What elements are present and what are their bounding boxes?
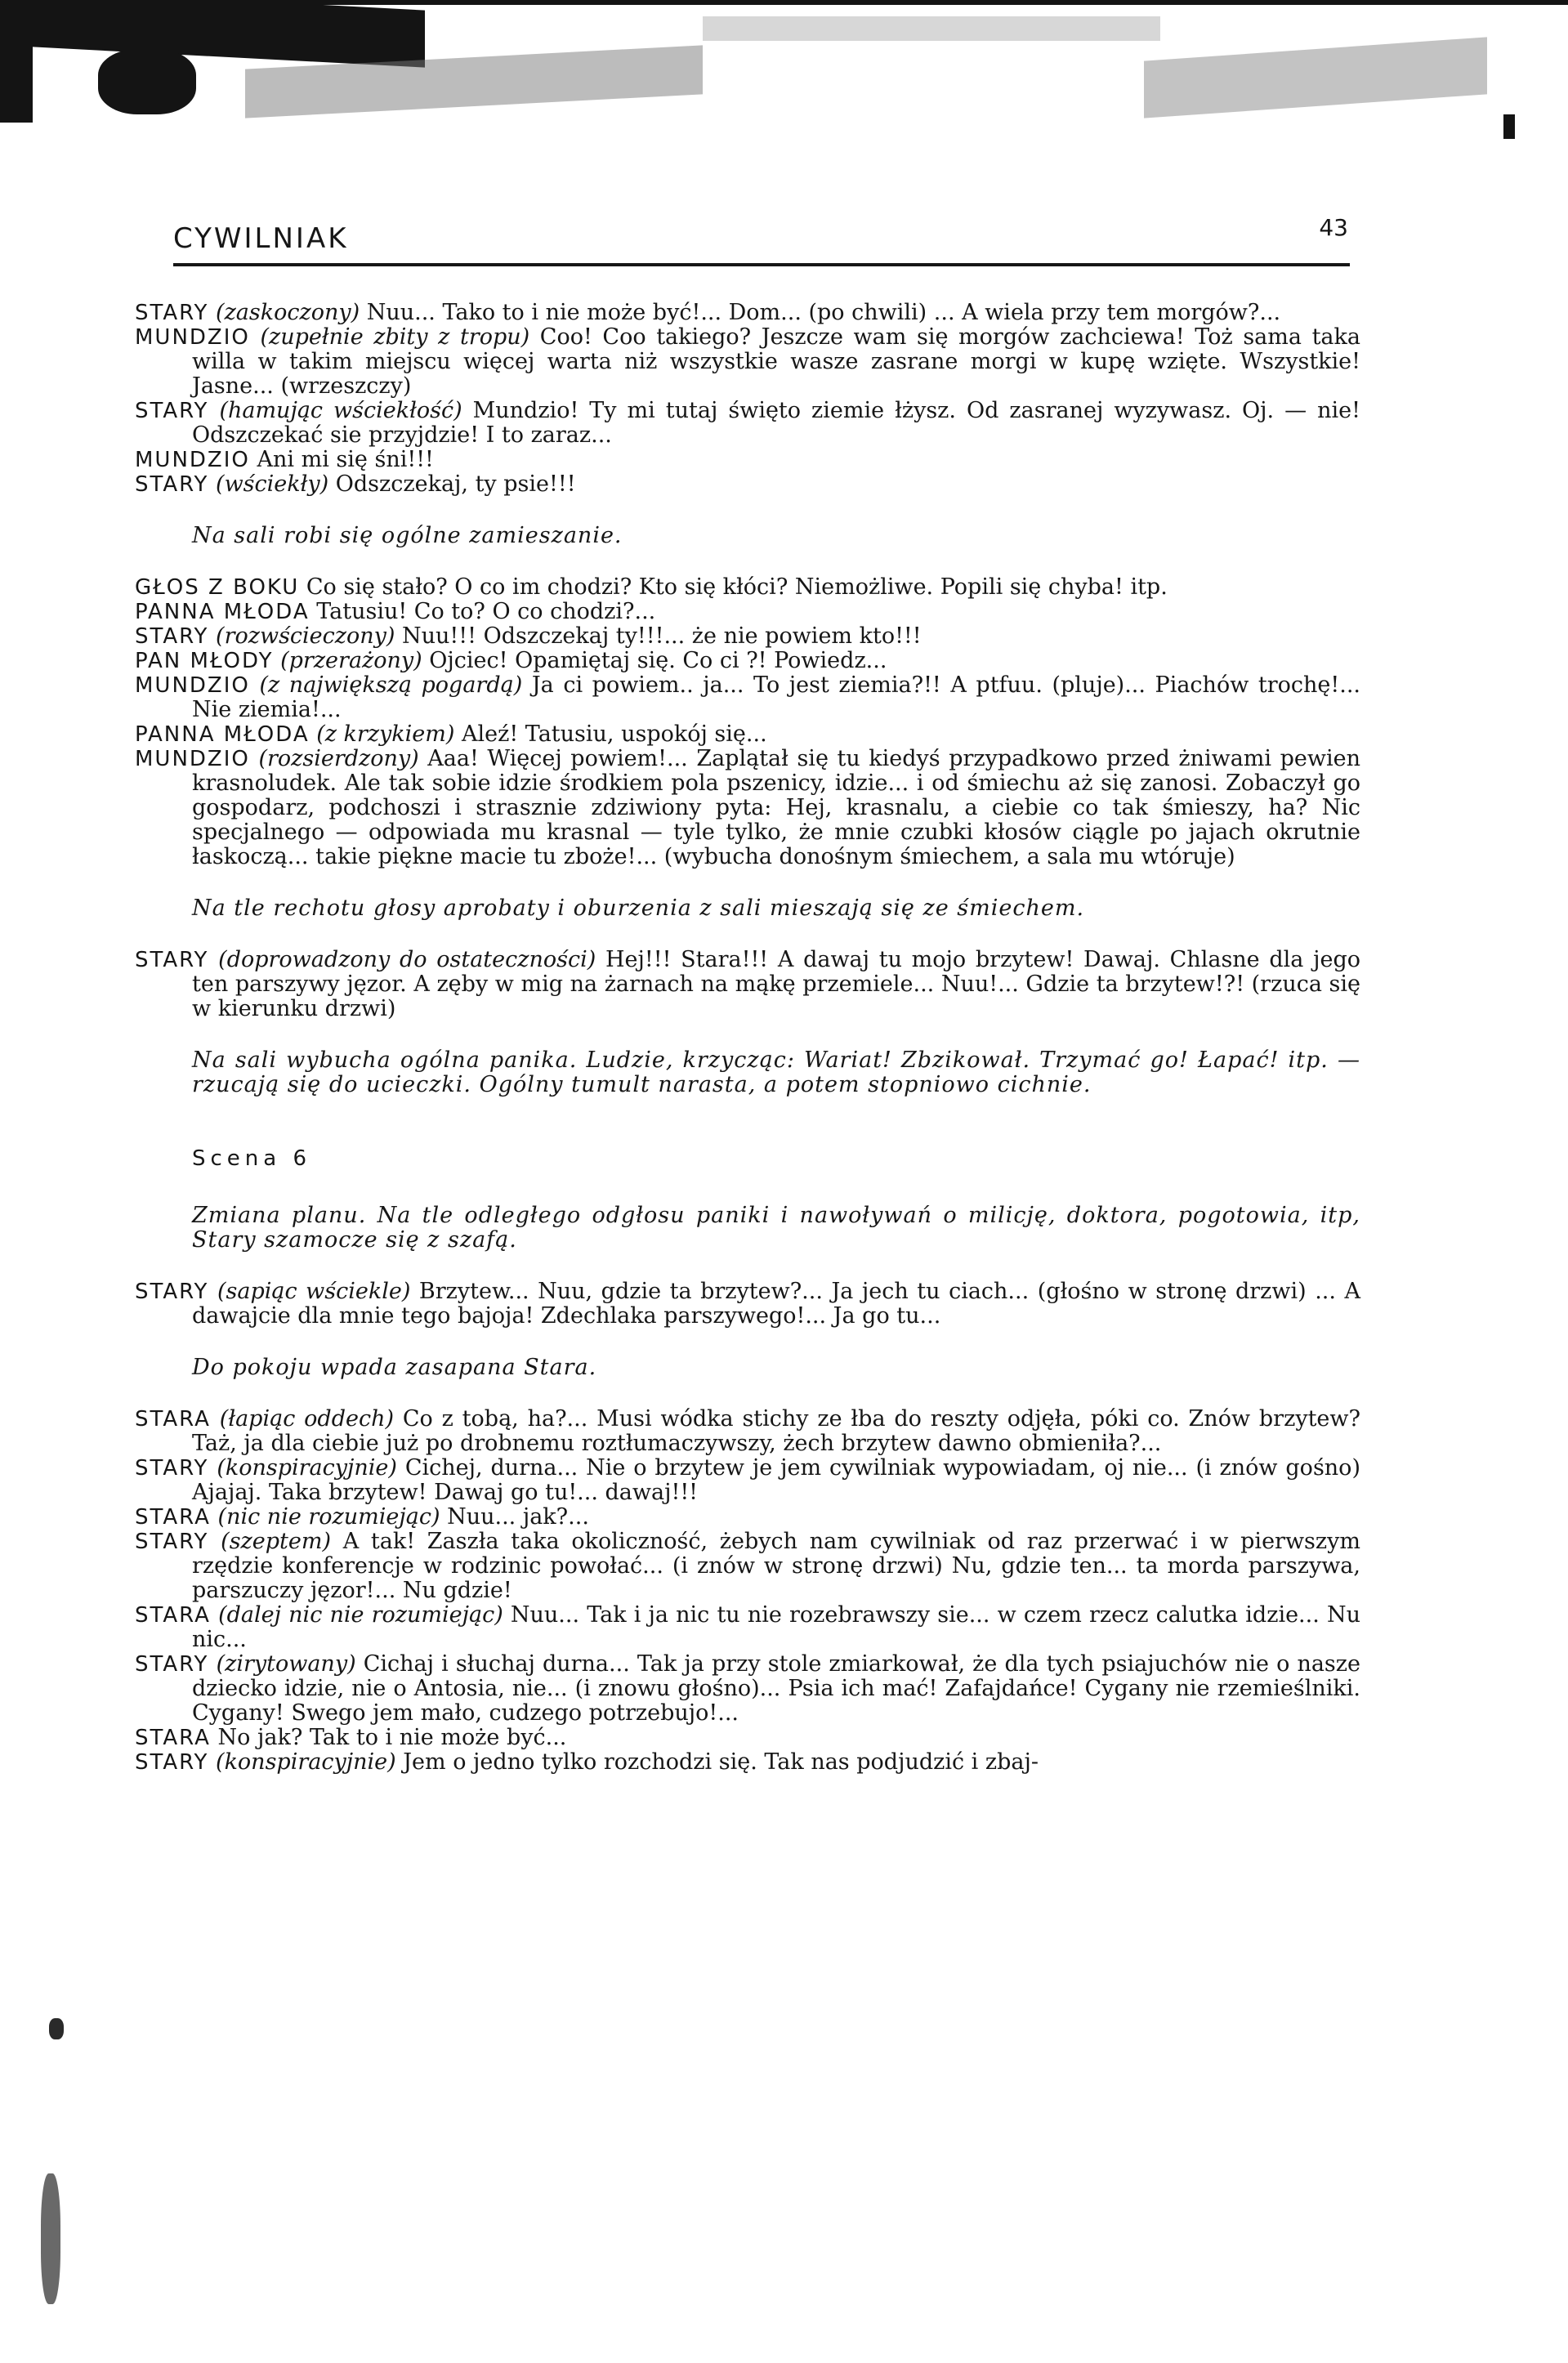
dialogue-text: Aaa! Więcej powiem!... Zaplątał się tu kiedyś przypadkowo przed żniwami pewien krasnoludek. Ale tak sobie idzie środkiem pola pszenicy, idzie... i od śmiechu aż się zanosi. Zobaczył go gospodarz, podchoszi i strasznie zdziwiony pyta: Hej, krasnalu, a ciebie co tak śmieszy, ha? Nic specjalnego — odpowiada mu krasnal — tyle tylko, że mnie czubki kłosów ciągle po jajach okrutnie łaskoczą... takie piękne macie tu zboże!... (wybucha donośnym śmiechem, a sala mu wtóruje) bbox=[192, 746, 1360, 869]
dialogue-text: Ja ci powiem.. ja... To jest ziemia?!! A ptfuu. (pluje)... Piachów trochę!... Nie ziemia!... bbox=[192, 672, 1360, 722]
running-header bbox=[173, 214, 1348, 261]
scene-heading: Scena 6 bbox=[192, 1146, 312, 1171]
dialogue-text: Cichej, durna... Nie o brzytew je jem cywilniak wypowiadam, oj nie... (i znów gośno) Ajajaj. Taka brzytew! Dawaj go tu!... dawaj!!! bbox=[192, 1455, 1360, 1505]
speaker-name: PANNA MŁODA bbox=[135, 600, 310, 624]
stage-direction-inline: (zupełnie zbity z tropu) bbox=[260, 324, 530, 350]
speaker-name: STARY bbox=[135, 301, 209, 325]
dialogue-line bbox=[135, 575, 1360, 600]
stage-direction-inline: (łapiąc oddech) bbox=[219, 1406, 395, 1432]
dialogue-line bbox=[135, 722, 1360, 747]
stage-direction-inline: (wściekły) bbox=[216, 471, 329, 497]
dialogue-line bbox=[135, 1750, 1360, 1775]
dialogue-line bbox=[135, 649, 1360, 673]
stage-direction-inline: (zirytowany) bbox=[216, 1651, 356, 1677]
speaker-name: MUNDZIO bbox=[135, 673, 250, 698]
speaker-name: STARA bbox=[135, 1407, 211, 1432]
scanned-page-edge bbox=[0, 0, 1568, 139]
stage-direction-inline: (dalej nic nie rozumiejąc) bbox=[218, 1602, 503, 1628]
dialogue-line bbox=[135, 1726, 1360, 1750]
speaker-name: STARY bbox=[135, 1280, 209, 1304]
dialogue-text: Coo! Coo takiego? Jeszcze wam się morgów zachciewa! Toż sama taka willa w takim miejscu więcej warta niż wszystkie wasze zasrane morgi w kupę wzięte. Wszystkie! Jasne... (wrzeszczy) bbox=[192, 324, 1360, 399]
speaker-name: STARY bbox=[135, 1652, 209, 1677]
header-rule bbox=[173, 263, 1350, 266]
dialogue-line bbox=[135, 1530, 1360, 1603]
speaker-name: STARY bbox=[135, 472, 209, 497]
running-title: CYWILNIAK bbox=[173, 222, 349, 255]
speaker-name: MUNDZIO bbox=[135, 448, 250, 472]
stage-direction-inline: (z krzykiem) bbox=[316, 721, 455, 747]
dialogue-line bbox=[135, 747, 1360, 869]
dialogue-text: Nuu... jak?... bbox=[447, 1504, 589, 1530]
stage-direction-inline: (konspiracyjnie) bbox=[216, 1749, 396, 1775]
stage-direction-inline: (rozwścieczony) bbox=[216, 623, 395, 649]
stage-direction-inline: (nic nie rozumiejąc) bbox=[217, 1504, 440, 1530]
speaker-name: STARY bbox=[135, 624, 209, 649]
dialogue-line bbox=[135, 448, 1360, 472]
stage-direction-inline: (hamując wściekłość) bbox=[219, 398, 462, 423]
stage-direction-inline: (przerażony) bbox=[280, 648, 422, 673]
play-text bbox=[135, 301, 1360, 1775]
stage-direction-inline: (konspiracyjnie) bbox=[217, 1455, 397, 1481]
speaker-name: MUNDZIO bbox=[135, 325, 250, 350]
speaker-name: PAN MŁODY bbox=[135, 649, 274, 673]
dialogue-text: Nuu!!! Odszczekaj ty!!!... że nie powiem kto!!! bbox=[402, 623, 922, 649]
stage-direction-inline: (z największą pogardą) bbox=[259, 672, 523, 698]
dialogue-text: Ani mi się śni!!! bbox=[257, 447, 434, 472]
dialogue-text: Ojciec! Opamiętaj się. Co ci ?! Powiedz... bbox=[429, 648, 887, 673]
dialogue-text: Co z tobą, ha?... Musi wódka stichy ze łba do reszty odjęła, póki co. Znów brzytew? Taż, ja dla ciebie już po drobnemu roztłumaczywszy, żech brzytew dawno obmieniła?... bbox=[192, 1406, 1360, 1456]
dialogue-text: Nuu... Tak i ja nic tu nie rozebrawszy sie... w czem rzecz calutka idzie... Nu nic... bbox=[192, 1602, 1360, 1652]
dialogue-line bbox=[135, 472, 1360, 497]
dialogue-line bbox=[135, 325, 1360, 399]
stage-direction-inline: (szeptem) bbox=[221, 1529, 331, 1554]
speaker-name: MUNDZIO bbox=[135, 747, 250, 771]
speaker-name: GŁOS Z BOKU bbox=[135, 575, 300, 600]
stage-direction: Na sali robi się ogólne zamieszanie. bbox=[192, 523, 623, 548]
page-number: 43 bbox=[1319, 214, 1348, 241]
speaker-name: STARA bbox=[135, 1603, 211, 1628]
speaker-name: STARY bbox=[135, 399, 209, 423]
margin-speck bbox=[49, 2018, 64, 2039]
dialogue-line bbox=[135, 1652, 1360, 1726]
speaker-name: STARY bbox=[135, 1530, 209, 1554]
stage-direction: Na tle rechotu głosy aprobaty i oburzenia z sali mieszają się ze śmiechem. bbox=[192, 896, 1085, 921]
stage-direction-inline: (doprowadzony do ostateczności) bbox=[218, 947, 596, 972]
stage-direction: Do pokoju wpada zasapana Stara. bbox=[192, 1355, 597, 1380]
dialogue-line bbox=[135, 1407, 1360, 1456]
dialogue-line bbox=[135, 948, 1360, 1021]
dialogue-text: Brzytew... Nuu, gdzie ta brzytew?... Ja jech tu ciach... (głośno w stronę drzwi) ... A dawajcie dla mnie tego bajoja! Zdechlaka parszywego!... Ja go tu... bbox=[192, 1279, 1360, 1329]
stage-direction: Na sali wybucha ogólna panika. Ludzie, krzycząc: Wariat! Zbzikował. Trzymać go! Łapać! itp. — rzucają się do ucieczki. Ogólny tumult narasta, a potem stopniowo cichnie. bbox=[192, 1047, 1360, 1097]
stage-direction-inline: (zaskoczony) bbox=[216, 300, 360, 325]
margin-speck bbox=[41, 2173, 60, 2304]
dialogue-text: Nuu... Tako to i nie może być!... Dom... (po chwili) ... A wiela przy tem morgów?... bbox=[366, 300, 1281, 325]
speaker-name: PANNA MŁODA bbox=[135, 722, 310, 747]
speaker-name: STARY bbox=[135, 948, 209, 972]
dialogue-line bbox=[135, 1603, 1360, 1652]
dialogue-line bbox=[135, 1280, 1360, 1329]
speaker-name: STARY bbox=[135, 1456, 209, 1481]
speaker-name: STARA bbox=[135, 1726, 211, 1750]
dialogue-text: Co się stało? O co im chodzi? Kto się kłóci? Niemożliwe. Popili się chyba! itp. bbox=[306, 574, 1168, 600]
dialogue-text: Hej!!! Stara!!! A dawaj tu mojo brzytew! Dawaj. Chlasne dla jego ten parszywy jęzor. A zęby w mig na żarnach na mąkę przemiele... Nuu!... Gdzie ta brzytew!?! (rzuca się w kierunku drzwi) bbox=[192, 947, 1360, 1021]
dialogue-text: Mundzio! Ty mi tutaj święto ziemie łżysz. Od zasranej wyzywasz. Oj. — nie! Odszczekać sie przyjdzie! I to zaraz... bbox=[192, 398, 1360, 448]
speaker-name: STARY bbox=[135, 1750, 209, 1775]
speaker-name: STARA bbox=[135, 1505, 211, 1530]
stage-direction-inline: (sapiąc wściekle) bbox=[217, 1279, 411, 1304]
dialogue-line bbox=[135, 1456, 1360, 1505]
dialogue-text: No jak? Tak to i nie może być... bbox=[217, 1725, 567, 1750]
stage-direction-inline: (rozsierdzony) bbox=[258, 746, 419, 771]
stage-direction: Zmiana planu. Na tle odległego odgłosu paniki i nawoływań o milicję, doktora, pogotowia, itp, Stary szamocze się z szafą. bbox=[192, 1203, 1360, 1253]
dialogue-line bbox=[135, 600, 1360, 624]
dialogue-line bbox=[135, 399, 1360, 448]
dialogue-line bbox=[135, 673, 1360, 722]
dialogue-line bbox=[135, 301, 1360, 325]
dialogue-text: Cichaj i słuchaj durna... Tak ja przy stole zmiarkował, że dla tych psiajuchów nie o nasze dziecko idzie, nie o Antosia, nie... (i znowu głośno)... Psia ich mać! Zafajdańce! Cygany nie rzemieślniki. Cygany! Swego jem mało, cudzego potrzebujo!... bbox=[192, 1651, 1360, 1726]
dialogue-line bbox=[135, 1505, 1360, 1530]
dialogue-line bbox=[135, 624, 1360, 649]
dialogue-text: Aleź! Tatusiu, uspokój się... bbox=[462, 721, 767, 747]
dialogue-text: Odszczekaj, ty psie!!! bbox=[335, 471, 576, 497]
dialogue-text: A tak! Zaszła taka okoliczność, żebych nam cywilniak od raz przerwać i w pierwszym rzędzie konferencje w rodzinic powołać... (i znów w stronę drzwi) Nu, gdzie ten... ta morda parszywa, parszuczy jęzor!... Nu gdzie! bbox=[192, 1529, 1360, 1603]
dialogue-text: Jem o jedno tylko rozchodzi się. Tak nas podjudzić i zbaj- bbox=[403, 1749, 1039, 1775]
dialogue-text: Tatusiu! Co to? O co chodzi?... bbox=[316, 599, 656, 624]
